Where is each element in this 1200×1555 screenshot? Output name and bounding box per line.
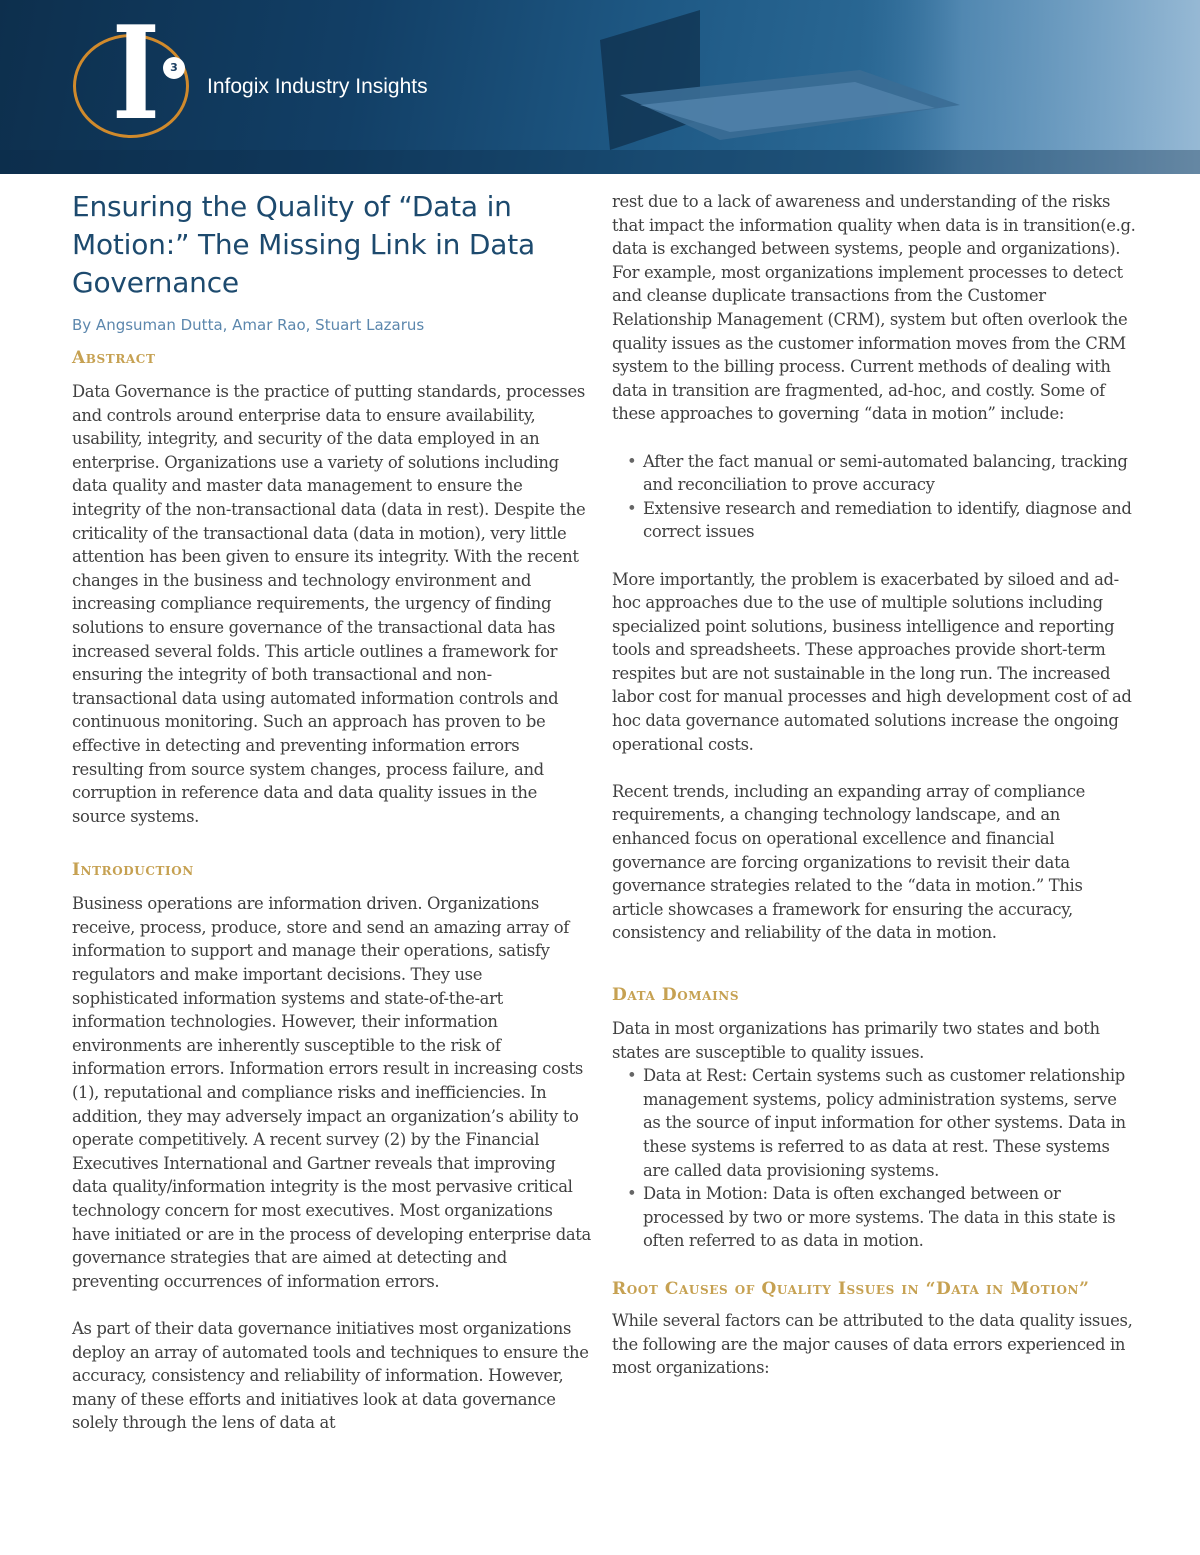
abstract-text: Data Governance is the practice of putting standards, processes and controls around enterprise data to ensure availability, usability, integrity, and security of the data employed in an enterprise. Organizations use a variety of solutions including data quality and master data management to ensure the integrity of the non-transactional data (data in rest). Despite the criticality of the transactional data (data in motion), very little attention has been given to ensure its integrity. With the recent changes in the business and technology environment and increasing compliance requirements, the urgency of finding solutions to ensure governance of the transactional data has increased several folds. This article outlines a framework for ensuring the integrity of both transactional and non-transactional data using automated information controls and continuous monitoring. Such an approach has proven to be effective in detecting and preventing information errors resulting from source system changes, process failure, and corruption in reference data and data quality issues in the source systems. (72, 382, 586, 826)
brand-name: Infogix Industry Insights (207, 75, 428, 98)
right-paragraph-3: Recent trends, including an expanding array of compliance requirements, a changing technology landscape, and an enhanced focus on operational excellence and financial governance are forcing organizations to revisit their data governance strategies related to the “data in motion.” This article showcases a framework for ensuring the accuracy, consistency and reliability of the data in motion. (612, 781, 1085, 943)
list-item: • Extensive research and remediation to identify, diagnose and correct issues (643, 497, 1137, 544)
header-banner (0, 0, 1200, 174)
abstract-heading: Abstract (72, 348, 156, 368)
data-domains-intro: Data in most organizations has primarily two states and both states are susceptible to quality issues. (612, 1019, 1100, 1062)
logo-superscript: 3 (163, 57, 185, 79)
approaches-list (612, 450, 1137, 544)
data-domains-heading: Data Domains (612, 985, 740, 1005)
left-column (72, 188, 592, 1435)
introduction-paragraph-2: As part of their data governance initiatives most organizations deploy an array of automated tools and techniques to ensure the accuracy, consistency and reliability of information. However, many of these efforts and initiatives look at data governance solely through the lens of data at (72, 1318, 589, 1433)
list-item: • Data at Rest: Certain systems such as customer relationship management systems, policy administration systems, serve as the source of input information for other systems. Data in these systems is referred to as data at rest. These systems are called data provisioning systems. (643, 1064, 1137, 1182)
introduction-paragraph-1: Business operations are information driven. Organizations receive, process, produce, store and send an amazing array of information to support and manage their operations, satisfy regulators and make important decisions. They use sophisticated information systems and state-of-the-art information technologies. However, their information environments are inherently susceptible to the risk of information errors. Information errors result in increasing costs (1), reputational and compliance risks and inefficiencies. In addition, they may adversely impact an organization’s ability to operate competitively. A recent survey (2) by the Financial Executives International and Gartner reveals that improving data quality/information integrity is the most pervasive critical technology concern for most executives. Most organizations have initiated or are in the process of developing enterprise data governance strategies that are aimed at detecting and preventing occurrences of information errors. (72, 894, 591, 1291)
root-causes-heading: Root Causes of Quality Issues in “Data in Motion” (612, 1278, 1090, 1299)
introduction-heading: Introduction (72, 860, 194, 881)
list-item: • After the fact manual or semi-automated balancing, tracking and reconciliation to prove accuracy (643, 450, 1137, 497)
list-item: • Data in Motion: Data is often exchanged between or processed by two or more systems. The data in this state is often referred to as data in motion. (643, 1182, 1137, 1253)
logo-letter: I (112, 0, 160, 149)
data-domains-list (612, 1064, 1137, 1253)
article-title: Ensuring the Quality of “Data in Motion:” The Missing Link in Data Governance (72, 190, 535, 299)
byline: By Angsuman Dutta, Amar Rao, Stuart Lazarus (72, 316, 425, 334)
right-paragraph-2: More importantly, the problem is exacerbated by siloed and ad-hoc approaches due to the use of multiple solutions including specialized point solutions, business intelligence and reporting tools and spreadsheets. These approaches provide short-term respites but are not sustainable in the long run. The increased labor cost for manual processes and high development cost of ad hoc data governance automated solutions increase the ongoing operational costs. (612, 569, 1132, 754)
right-paragraph-1: rest due to a lack of awareness and understanding of the risks that impact the information quality when data is in transition(e.g. data is exchanged between systems, people and organizations). For example, most organizations implement processes to detect and cleanse duplicate transactions from the Customer Relationship Management (CRM), system but often overlook the quality issues as the customer information moves from the CRM system to the billing process. Current methods of dealing with data in transition are fragmented, ad-hoc, and costly. Some of these approaches to governing “data in motion” include: (612, 192, 1136, 424)
root-causes-text: While several factors can be attributed to the data quality issues, the following are the major causes of data errors experienced in most organizations: (612, 1310, 1133, 1378)
right-column (612, 190, 1137, 1380)
